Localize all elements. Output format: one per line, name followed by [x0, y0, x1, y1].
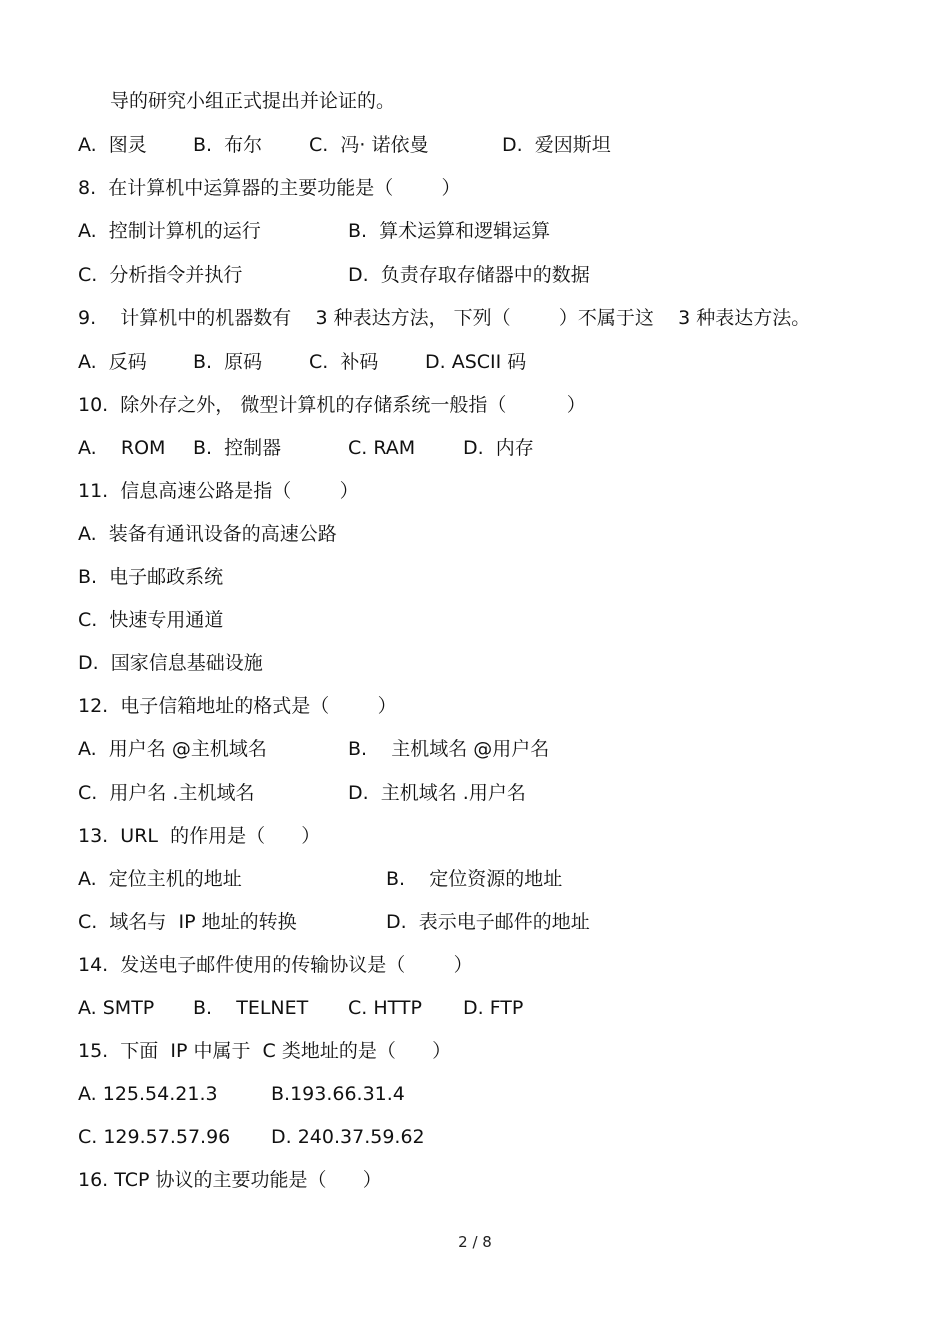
option-b: B. 算术运算和逻辑运算: [348, 220, 551, 242]
option-d: D. FTP: [463, 997, 524, 1019]
option-b: B. 主机域名 @用户名: [348, 738, 550, 760]
question-stem: 15. 下面 IP 中属于 C 类地址的是（ ）: [78, 1040, 452, 1062]
question-stem: 14. 发送电子邮件使用的传输协议是（ ）: [78, 954, 473, 976]
page-number: 2 / 8: [458, 1233, 492, 1251]
option-a: A. 控制计算机的运行: [78, 220, 261, 242]
option-b: B. 原码: [193, 351, 263, 373]
question-stem: 13. URL 的作用是（ ）: [78, 825, 321, 847]
option-d: D. 内存: [463, 437, 534, 459]
option-a: A. 125.54.21.3: [78, 1083, 218, 1105]
option-a: A. 反码: [78, 351, 147, 373]
option-b: B. 电子邮政系统: [78, 566, 224, 588]
option-c: C. 129.57.57.96: [78, 1126, 231, 1148]
option-a: A. 定位主机的地址: [78, 868, 242, 890]
question-continuation: 导的研究小组正式提出并论证的。: [110, 90, 396, 112]
option-d: D. ASCII 码: [425, 351, 527, 373]
option-a: A. ROM: [78, 437, 166, 459]
question-stem: 11. 信息高速公路是指（ ）: [78, 480, 359, 502]
option-c: C. HTTP: [348, 997, 422, 1019]
option-a: A. SMTP: [78, 997, 155, 1019]
option-c: C. 快速专用通道: [78, 609, 224, 631]
question-stem: 12. 电子信箱地址的格式是（ ）: [78, 695, 397, 717]
question-stem: 16. TCP 协议的主要功能是（ ）: [78, 1169, 382, 1191]
option-a: A. 图灵: [78, 134, 147, 156]
option-c: C. 域名与 IP 地址的转换: [78, 911, 297, 933]
question-stem: 10. 除外存之外， 微型计算机的存储系统一般指（ ）: [78, 394, 586, 416]
option-b: B. 布尔: [193, 134, 263, 156]
option-c: C. 冯· 诺依曼: [309, 134, 429, 156]
option-d: D. 国家信息基础设施: [78, 652, 263, 674]
option-c: C. 用户名 .主机域名: [78, 782, 255, 804]
option-d: D. 240.37.59.62: [271, 1126, 425, 1148]
option-c: C. 补码: [309, 351, 379, 373]
option-d: D. 表示电子邮件的地址: [386, 911, 590, 933]
question-stem: 8. 在计算机中运算器的主要功能是（ ）: [78, 177, 461, 199]
option-c: C. RAM: [348, 437, 416, 459]
option-b: B. 控制器: [193, 437, 282, 459]
option-b: B. 定位资源的地址: [386, 868, 563, 890]
option-b: B.193.66.31.4: [271, 1083, 405, 1105]
question-stem: 9. 计算机中的机器数有 3 种表达方法， 下列（ ）不属于这 3 种表达方法。: [78, 307, 811, 329]
option-d: D. 爱因斯坦: [502, 134, 611, 156]
option-c: C. 分析指令并执行: [78, 264, 243, 286]
option-d: D. 负责存取存储器中的数据: [348, 264, 590, 286]
option-a: A. 装备有通讯设备的高速公路: [78, 523, 337, 545]
option-b: B. TELNET: [193, 997, 309, 1019]
option-a: A. 用户名 @主机域名: [78, 738, 267, 760]
option-d: D. 主机域名 .用户名: [348, 782, 526, 804]
